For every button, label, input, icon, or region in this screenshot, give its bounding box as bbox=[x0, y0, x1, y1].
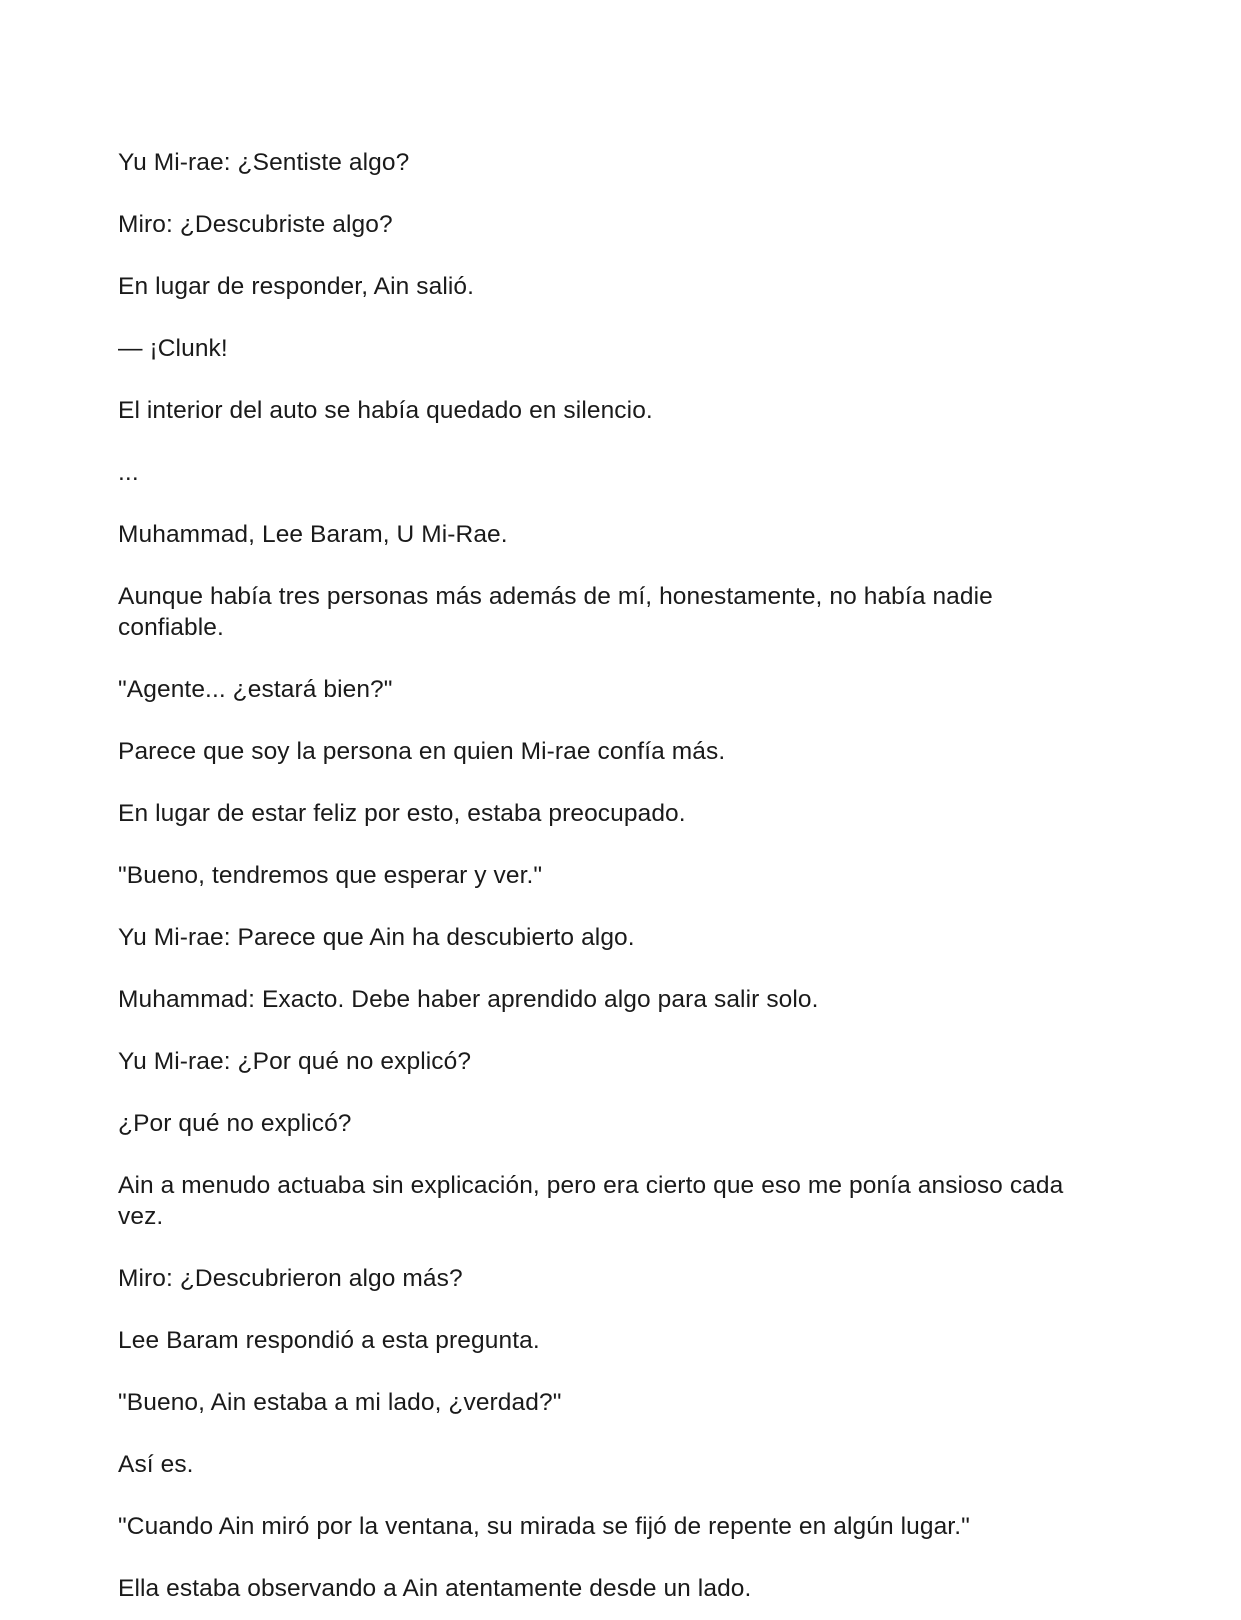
paragraph: Yu Mi-rae: ¿Sentiste algo? bbox=[118, 149, 410, 176]
paragraph: Muhammad: Exacto. Debe haber aprendido algo para salir solo. bbox=[118, 986, 819, 1013]
paragraph: El interior del auto se había quedado en silencio. bbox=[118, 397, 653, 424]
paragraph: Ella estaba observando a Ain atentamente desde un lado. bbox=[118, 1575, 752, 1602]
paragraph: ... bbox=[118, 459, 139, 486]
paragraph: "Cuando Ain miró por la ventana, su mirada se fijó de repente en algún lugar." bbox=[118, 1513, 970, 1540]
paragraph: En lugar de responder, Ain salió. bbox=[118, 273, 475, 300]
paragraph: En lugar de estar feliz por esto, estaba preocupado. bbox=[118, 800, 686, 827]
paragraph: "Bueno, tendremos que esperar y ver." bbox=[118, 862, 543, 889]
paragraph: Lee Baram respondió a esta pregunta. bbox=[118, 1327, 540, 1354]
paragraph: "Bueno, Ain estaba a mi lado, ¿verdad?" bbox=[118, 1389, 562, 1416]
paragraph: Yu Mi-rae: Parece que Ain ha descubierto algo. bbox=[118, 924, 635, 951]
paragraph: — ¡Clunk! bbox=[118, 335, 228, 362]
paragraph: Así es. bbox=[118, 1451, 194, 1478]
paragraph: ¿Por qué no explicó? bbox=[118, 1110, 352, 1137]
paragraph: Miro: ¿Descubrieron algo más? bbox=[118, 1265, 463, 1292]
paragraph: Muhammad, Lee Baram, U Mi-Rae. bbox=[118, 521, 508, 548]
paragraph: Aunque había tres personas más además de mí, honestamente, no había nadie confiable. bbox=[118, 583, 993, 641]
document-body bbox=[118, 147, 1098, 1604]
paragraph: Parece que soy la persona en quien Mi-rae confía más. bbox=[118, 738, 726, 765]
paragraph: "Agente... ¿estará bien?" bbox=[118, 676, 393, 703]
paragraph: Ain a menudo actuaba sin explicación, pero era cierto que eso me ponía ansioso cada vez. bbox=[118, 1172, 1064, 1230]
paragraph: Miro: ¿Descubriste algo? bbox=[118, 211, 393, 238]
paragraph: Yu Mi-rae: ¿Por qué no explicó? bbox=[118, 1048, 472, 1075]
